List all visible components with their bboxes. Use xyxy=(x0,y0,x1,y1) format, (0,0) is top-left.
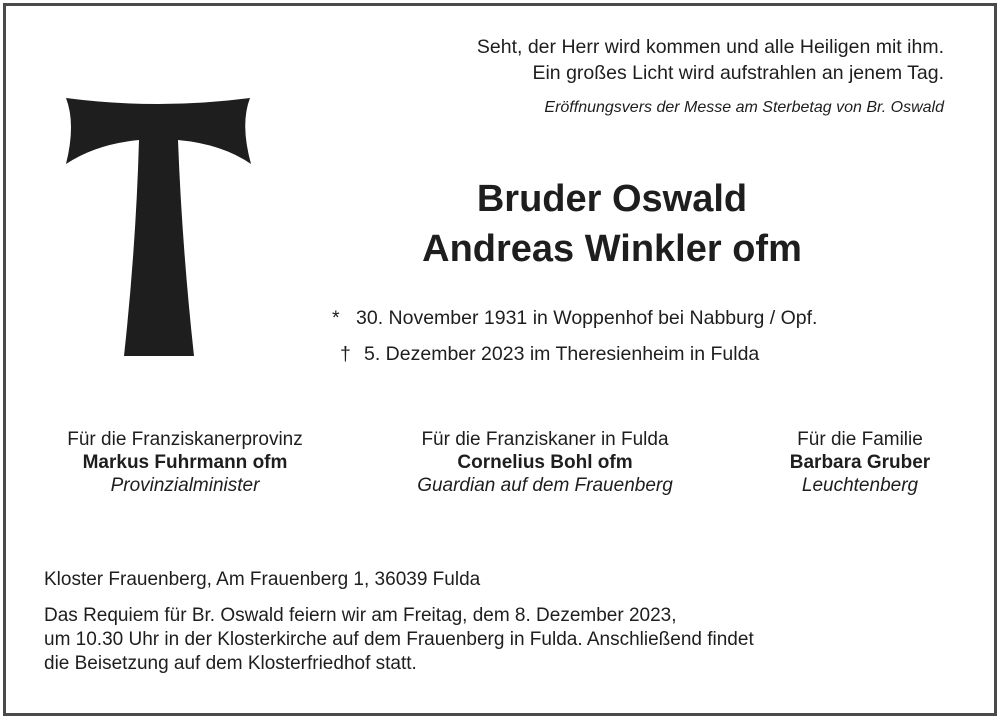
signatory-role: Leuchtenberg xyxy=(801,475,919,496)
life-dates xyxy=(332,300,817,372)
birth-star-symbol: * xyxy=(332,307,340,329)
birth-row xyxy=(332,300,817,336)
death-text: 5. Dezember 2023 im Theresienheim in Fulda xyxy=(364,343,760,365)
signatory-fulda xyxy=(380,428,710,497)
signatory-name: Cornelius Bohl ofm xyxy=(457,452,633,473)
requiem-line-3: die Beisetzung auf dem Klosterfriedhof statt. xyxy=(44,653,417,674)
name-line-1: Bruder Oswald xyxy=(476,178,748,220)
tau-cross-icon xyxy=(64,96,252,358)
signatory-province xyxy=(30,428,340,497)
signatory-role: Provinzialminister xyxy=(110,475,260,496)
opening-verse xyxy=(477,34,944,86)
requiem-line-2: um 10.30 Uhr in der Klosterkirche auf dem Frauenberg in Fulda. Anschließend findet xyxy=(44,629,754,650)
verse-line-2: Ein großes Licht wird aufstrahlen an jenem Tag. xyxy=(532,62,944,84)
signatory-for: Für die Franziskanerprovinz xyxy=(67,429,303,450)
signatory-for: Für die Familie xyxy=(797,429,923,450)
birth-text: 30. November 1931 in Woppenhof bei Nabburg / Opf. xyxy=(356,307,818,329)
verse-line-1: Seht, der Herr wird kommen und alle Heiligen mit ihm. xyxy=(476,36,944,58)
name-line-2: Andreas Winkler ofm xyxy=(422,228,802,270)
signatory-name: Markus Fuhrmann ofm xyxy=(82,452,288,473)
monastery-address: Kloster Frauenberg, Am Frauenberg 1, 36039 Fulda xyxy=(44,569,481,590)
requiem-line-1: Das Requiem für Br. Oswald feiern wir am Freitag, dem 8. Dezember 2023, xyxy=(44,605,677,626)
verse-source: Eröffnungsvers der Messe am Sterbetag von Br. Oswald xyxy=(544,99,944,116)
signatory-family xyxy=(750,428,970,497)
death-cross-symbol: † xyxy=(340,343,351,365)
death-row xyxy=(332,336,817,372)
signatory-for: Für die Franziskaner in Fulda xyxy=(421,429,669,450)
requiem-notice xyxy=(44,604,944,676)
signatory-role: Guardian auf dem Frauenberg xyxy=(417,475,673,496)
signatory-name: Barbara Gruber xyxy=(789,452,931,473)
deceased-name xyxy=(312,174,912,274)
